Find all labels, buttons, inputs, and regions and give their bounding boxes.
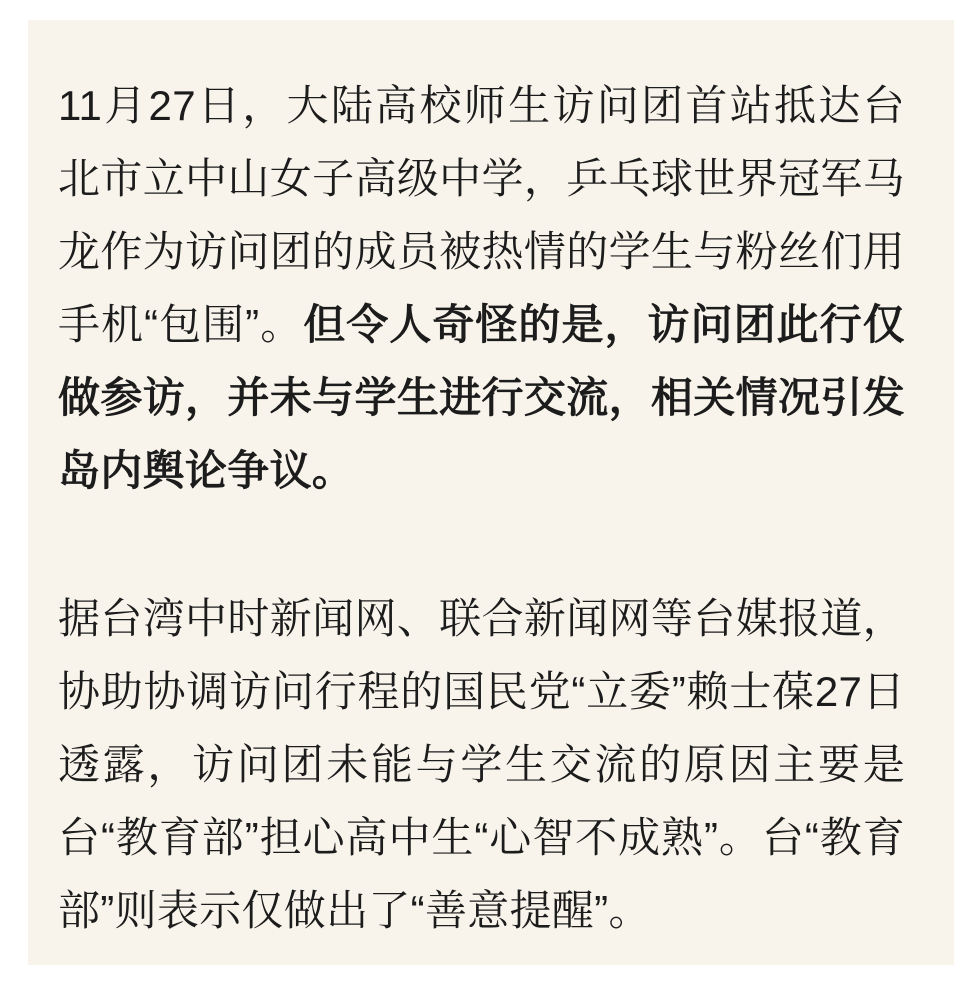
paragraph-1-text-segment: 11月27日，大陆高校师生访问团首站抵达台北市立中山女子高级中学，乒乓球世界冠军马龙作为访问团的成员被热情的学生与粉丝们用手机“包围”。 <box>58 82 905 348</box>
article-paragraph-1 <box>58 69 905 507</box>
paragraph-1-bold-text-segment: 但令人奇怪的是，访问团此行仅做参访，并未与学生进行交流，相关情况引发岛内舆论争议。 <box>58 301 906 494</box>
paragraph-2-text-segment: 据台湾中时新闻网、联合新闻网等台媒报道，协助协调访问行程的国民党“立委”赖士葆27日透露，访问团未能与学生交流的原因主要是台“教育部”担心高中生“心智不成熟”。台“教育部”则表示仅做出了“善意提醒”。 <box>58 595 905 934</box>
article-paragraph-2 <box>58 582 905 947</box>
article-card <box>28 20 954 965</box>
